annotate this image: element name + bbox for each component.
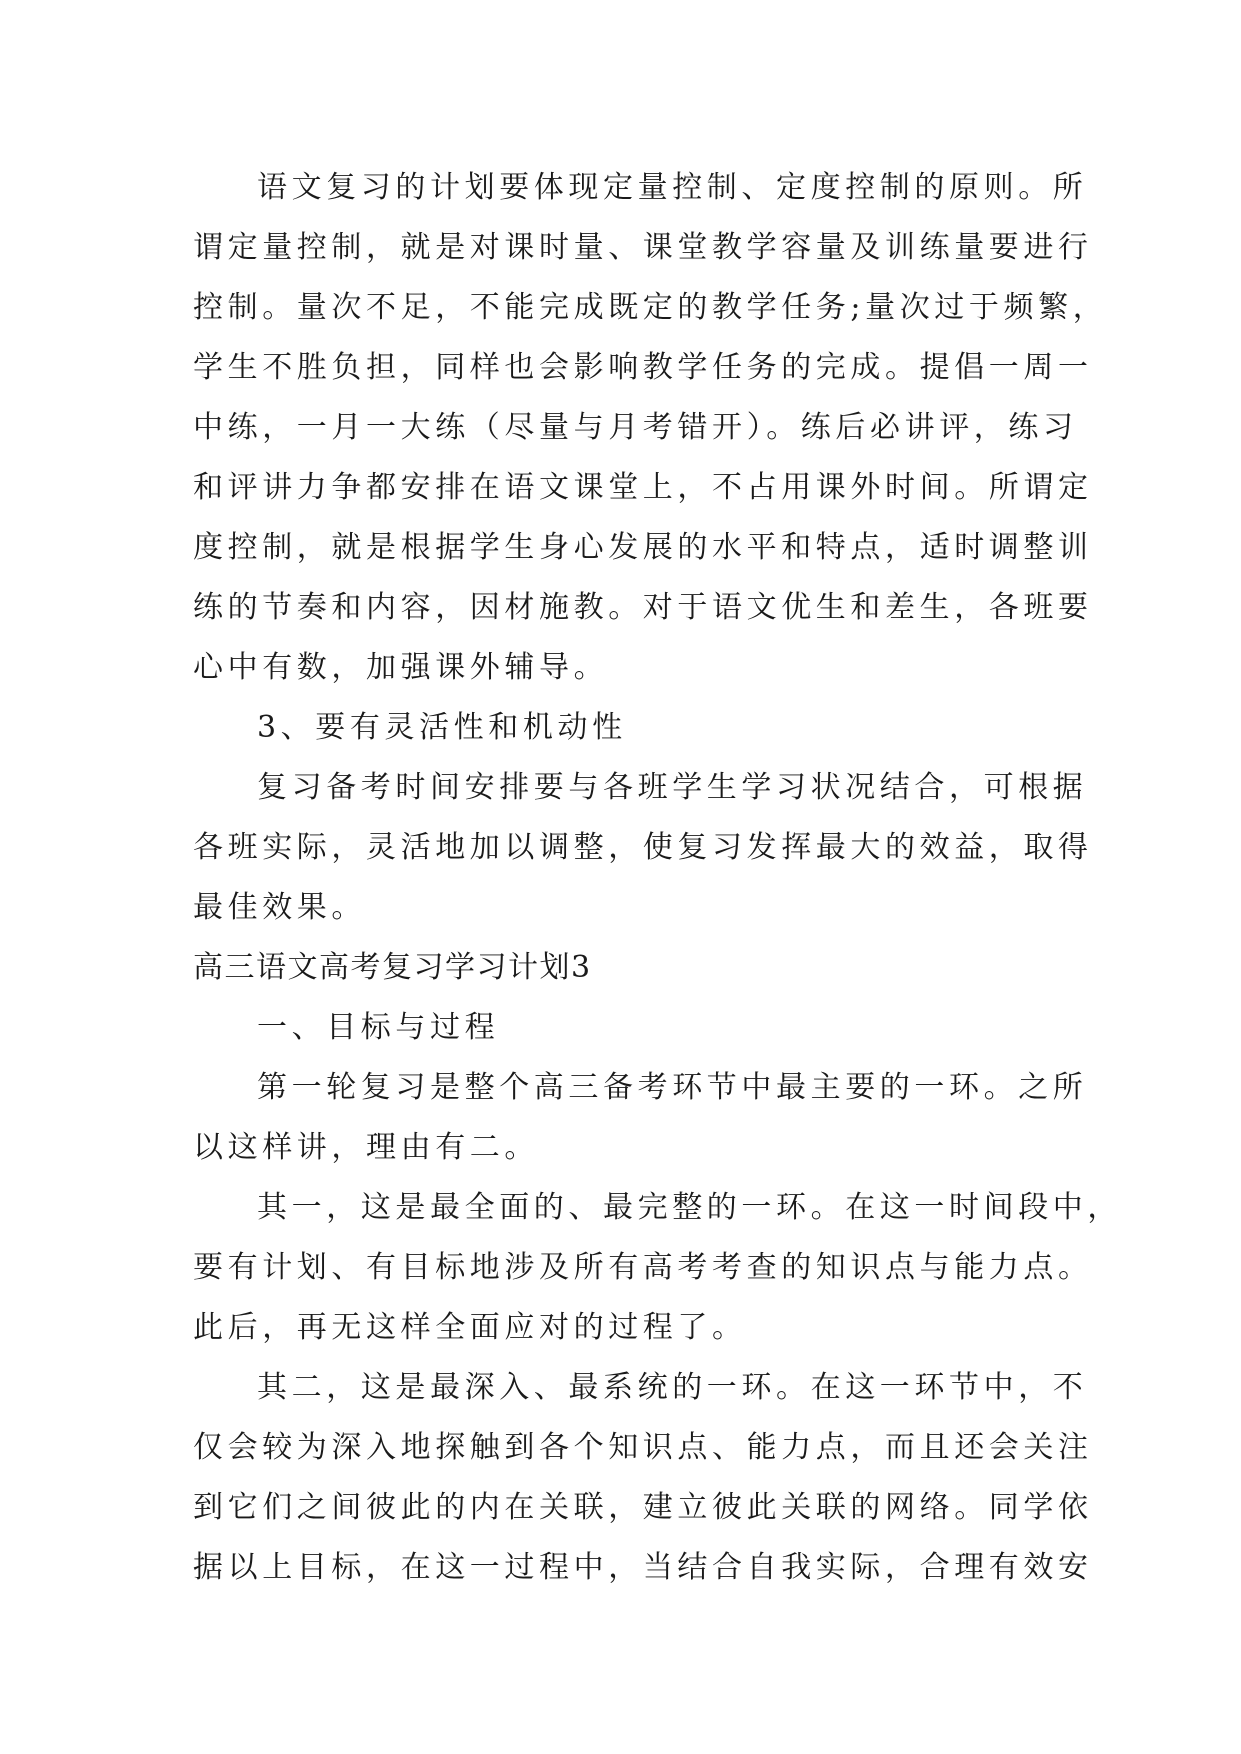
paragraph-line: 其二，这是最深入、最系统的一环。在这一环节中，不 <box>257 1370 1088 1405</box>
paragraph-line: 此后，再无这样全面应对的过程了。 <box>193 1310 747 1345</box>
paragraph-line: 最佳效果。 <box>193 890 366 925</box>
paragraph-line: 语文复习的计划要体现定量控制、定度控制的原则。所 <box>257 170 1088 205</box>
paragraph-line: 学生不胜负担，同样也会影响教学任务的完成。提倡一周一 <box>193 350 1093 385</box>
paragraph-line: 第一轮复习是整个高三备考环节中最主要的一环。之所 <box>257 1070 1088 1105</box>
paragraph-line: 心中有数，加强课外辅导。 <box>193 650 609 685</box>
section-heading: 3、要有灵活性和机动性 <box>257 710 627 745</box>
paragraph-line: 度控制，就是根据学生身心发展的水平和特点，适时调整训 <box>193 530 1093 565</box>
paragraph-line: 其一，这是最全面的、最完整的一环。在这一时间段中， <box>257 1190 1122 1225</box>
paragraph-line: 复习备考时间安排要与各班学生学习状况结合，可根据 <box>257 770 1088 805</box>
document-title: 高三语文高考复习学习计划3 <box>193 950 592 985</box>
paragraph-line: 以这样讲，理由有二。 <box>193 1130 539 1165</box>
paragraph-line: 练的节奏和内容，因材施教。对于语文优生和差生，各班要 <box>193 590 1093 625</box>
paragraph-line: 谓定量控制，就是对课时量、课堂教学容量及训练量要进行 <box>193 230 1093 265</box>
paragraph-line: 仅会较为深入地探触到各个知识点、能力点，而且还会关注 <box>193 1430 1093 1465</box>
paragraph-line: 和评讲力争都安排在语文课堂上，不占用课外时间。所谓定 <box>193 470 1093 505</box>
paragraph-line: 控制。量次不足，不能完成既定的教学任务;量次过于频繁， <box>193 290 1108 325</box>
section-heading: 一、目标与过程 <box>257 1010 500 1045</box>
paragraph-line: 据以上目标，在这一过程中，当结合自我实际，合理有效安 <box>193 1550 1093 1585</box>
paragraph-line: 各班实际，灵活地加以调整，使复习发挥最大的效益，取得 <box>193 830 1093 865</box>
paragraph-line: 到它们之间彼此的内在关联，建立彼此关联的网络。同学依 <box>193 1490 1093 1525</box>
document-body <box>193 158 1122 1598</box>
paragraph-line: 中练，一月一大练（尽量与月考错开）。练后必讲评，练习 <box>193 410 1078 445</box>
paragraph-line: 要有计划、有目标地涉及所有高考考查的知识点与能力点。 <box>193 1250 1093 1285</box>
